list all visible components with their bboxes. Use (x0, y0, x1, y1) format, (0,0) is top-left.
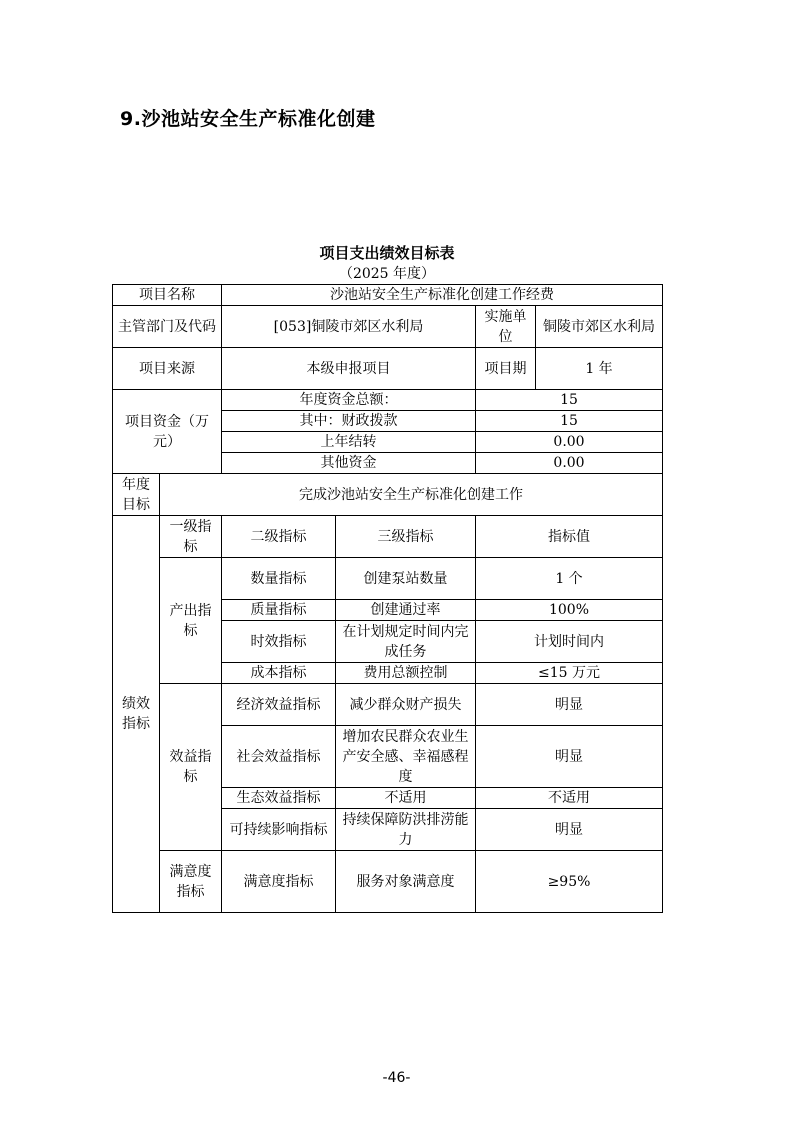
output-value: 1 个 (476, 558, 663, 600)
section-heading: 9.沙池站安全生产标准化创建 (120, 108, 376, 130)
output-level2: 质量指标 (222, 600, 336, 621)
dept-value: [053]铜陵市郊区水利局 (222, 306, 476, 348)
benefit-value: 明显 (476, 684, 663, 726)
benefit-level2: 社会效益指标 (222, 726, 336, 788)
header-value: 指标值 (476, 516, 663, 558)
output-value: 100% (476, 600, 663, 621)
source-label: 项目来源 (113, 348, 222, 390)
project-name-value: 沙池站安全生产标准化创建工作经费 (222, 285, 663, 306)
benefit-level3: 减少群众财产损失 (336, 684, 476, 726)
satisfaction-label: 满意度指标 (160, 851, 222, 913)
output-label: 产出指标 (160, 558, 222, 684)
page-number: -46- (382, 1070, 411, 1086)
fund-other-value: 0.00 (476, 453, 663, 474)
goal-value: 完成沙池站安全生产标准化创建工作 (160, 474, 663, 516)
source-value: 本级申报项目 (222, 348, 476, 390)
fund-total-value: 15 (476, 390, 663, 411)
output-level3: 在计划规定时间内完成任务 (336, 621, 476, 663)
indicator-section-label: 绩效指标 (113, 516, 160, 913)
output-level2: 时效指标 (222, 621, 336, 663)
benefit-level2: 可持续影响指标 (222, 809, 336, 851)
impl-label: 实施单位 (476, 306, 536, 348)
output-level3: 创建泵站数量 (336, 558, 476, 600)
header-level1: 一级指标 (160, 516, 222, 558)
dept-label: 主管部门及代码 (113, 306, 222, 348)
output-level2: 数量指标 (222, 558, 336, 600)
satisfaction-level3: 服务对象满意度 (336, 851, 476, 913)
satisfaction-level2: 满意度指标 (222, 851, 336, 913)
benefit-level3: 不适用 (336, 788, 476, 809)
benefit-level3: 增加农民群众农业生产安全感、幸福感程度 (336, 726, 476, 788)
output-level3: 创建通过率 (336, 600, 476, 621)
period-value: 1 年 (536, 348, 663, 390)
benefit-value: 明显 (476, 726, 663, 788)
satisfaction-value: ≥95% (476, 851, 663, 913)
fund-carry-label: 上年结转 (222, 432, 476, 453)
output-level3: 费用总额控制 (336, 663, 476, 684)
table-year: （2025 年度） (338, 266, 436, 282)
impl-value: 铜陵市郊区水利局 (536, 306, 663, 348)
fund-fiscal-label: 其中：财政拨款 (222, 411, 476, 432)
benefit-label: 效益指标 (160, 684, 222, 851)
project-name-label: 项目名称 (113, 285, 222, 306)
header-level2: 二级指标 (222, 516, 336, 558)
output-value: ≤15 万元 (476, 663, 663, 684)
benefit-level3: 持续保障防洪排涝能力 (336, 809, 476, 851)
performance-table (112, 284, 663, 913)
header-level3: 三级指标 (336, 516, 476, 558)
goal-label: 年度目标 (113, 474, 160, 516)
fund-carry-value: 0.00 (476, 432, 663, 453)
output-level2: 成本指标 (222, 663, 336, 684)
benefit-value: 不适用 (476, 788, 663, 809)
fund-total-label: 年度资金总额： (222, 390, 476, 411)
fund-other-label: 其他资金 (222, 453, 476, 474)
output-value: 计划时间内 (476, 621, 663, 663)
benefit-level2: 生态效益指标 (222, 788, 336, 809)
period-label: 项目期 (476, 348, 536, 390)
benefit-level2: 经济效益指标 (222, 684, 336, 726)
table-title: 项目支出绩效目标表 (319, 244, 455, 262)
fund-fiscal-value: 15 (476, 411, 663, 432)
fund-label: 项目资金（万元） (113, 390, 222, 474)
benefit-value: 明显 (476, 809, 663, 851)
